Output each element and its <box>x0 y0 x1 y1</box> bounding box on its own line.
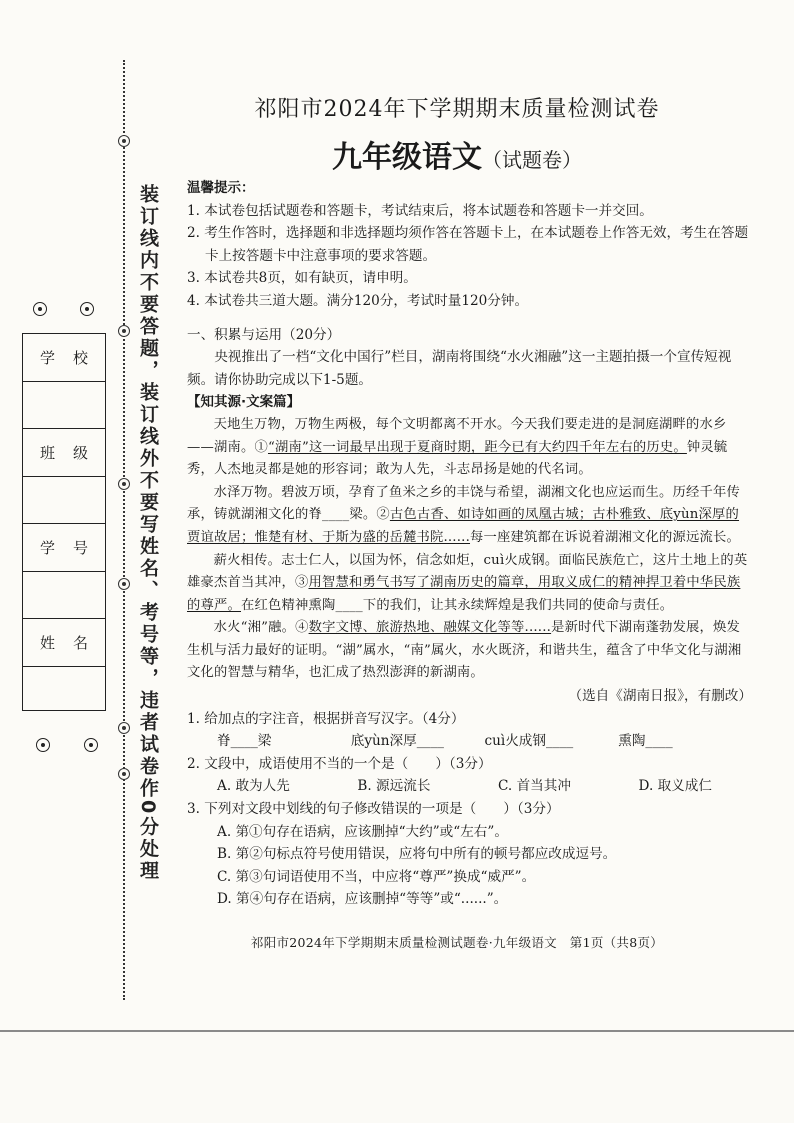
question-2-stem: 2. 文段中，成语使用不当的一个是（ ）（3分） <box>187 755 492 772</box>
label-char: 学 <box>39 349 55 367</box>
passage-text: 是新时代下湖南蓬勃发展，焕发生机与活力最好的证明。“湖”属水，“南”属火，水火既济，和谐共生，蕴含了中华文化与湖湘文化的智慧与精华，也汇成了热烈澎湃的新湖南。 <box>187 620 742 681</box>
option-b[interactable]: B. 源远流长 <box>357 778 431 795</box>
name-label <box>23 619 105 667</box>
subject-title: 九年级语文 <box>332 140 482 175</box>
pinyin-item[interactable]: 熏陶____ <box>618 733 673 750</box>
label-char: 名 <box>72 634 88 652</box>
exam-title: 祁阳市2024年下学期期末质量检测试卷 <box>254 97 660 122</box>
passage-title: 【知其源·文案篇】 <box>187 394 301 411</box>
label-char: 级 <box>72 444 88 462</box>
option-a[interactable]: A. 第①句存在语病，应该删掉“大约”或“左右”。 <box>217 823 508 840</box>
passage-text: 薪火相传。志士仁人，以国为怀，信念如炬，cuì火成钢。面临民族危亡，这片土地上的英雄豪杰首当其冲，③ <box>187 552 748 591</box>
passage-paragraph-4 <box>187 617 752 685</box>
binding-dot <box>118 722 130 734</box>
question-2-options <box>187 775 752 798</box>
option-b[interactable]: B. 第②句标点符号使用错误，应将句中所有的顿号都应改成逗号。 <box>217 846 617 863</box>
page-footer: 祁阳市2024年下学期期末质量检测试题卷·九年级语文 第1页（共8页） <box>250 935 664 950</box>
question-1-items <box>187 730 752 753</box>
passage-text: 钟灵毓秀，人杰地灵都是她的形容词；敢为人先，斗志昂扬是她的代名词。 <box>187 439 728 478</box>
passage-paragraph-2 <box>187 482 752 550</box>
section-heading: 一、积累与运用（20分） <box>187 326 341 343</box>
passage-text: 天地生万物，万物生两极，每个文明都离不开水。今天我们要走进的是洞庭湖畔的水乡——湖南。① <box>187 416 727 455</box>
option-d[interactable]: D. 取义成仁 <box>638 778 712 795</box>
binding-warning-text: 装订线内不要答题，装订线外不要写姓名、考号等，违者试卷作0分处理 <box>135 180 162 886</box>
subtitle-note: （试题卷） <box>482 148 582 172</box>
student-id-label <box>23 524 105 572</box>
binding-dot <box>118 768 130 780</box>
student-id-field[interactable] <box>23 572 105 619</box>
page-edge <box>0 1030 794 1032</box>
section-intro: 央视推出了一档“文化中国行”栏目，湖南将围绕“水火湘融”这一主题拍摄一个宣传短视频。请你协助完成以下1-5题。 <box>187 349 732 388</box>
underlined-sentence-4: 数字文博、旅游热地、融媒文化等等...... <box>308 620 552 636</box>
binding-dot <box>118 325 130 337</box>
passage-paragraph-3 <box>187 550 752 618</box>
question-3-stem: 3. 下列对文段中划线的句子修改错误的一项是（ ）（3分） <box>187 801 560 818</box>
name-field[interactable] <box>23 667 105 713</box>
school-label <box>23 334 105 382</box>
pinyin-item[interactable]: 脊____梁 <box>217 733 272 750</box>
binding-dot <box>118 478 130 490</box>
notice-heading: 温馨提示： <box>187 180 255 196</box>
label-char: 班 <box>39 444 55 462</box>
underlined-sentence-1: “湖南”这一词最早出现于夏商时期，距今已有大约四千年左右的历史。 <box>267 439 687 455</box>
notice-item: 2. 考生作答时，选择题和非选择题均须作答在答题卡上，在本试题卷上作答无效，考生在答题卡上按答题卡中注意事项的要求答题。 <box>187 225 749 264</box>
exam-content <box>187 177 752 911</box>
punch-hole-icon <box>80 302 94 316</box>
student-info-table <box>22 333 106 711</box>
pinyin-item[interactable]: cuì火成钢____ <box>484 733 574 750</box>
notice-item: 1. 本试卷包括试题卷和答题卡，考试结束后，将本试题卷和答题卡一并交回。 <box>187 202 653 219</box>
label-char: 号 <box>72 539 88 557</box>
passage-text: 在红色精神熏陶____下的我们，让其永续辉煌是我们共同的使命与责任。 <box>241 597 674 613</box>
option-a[interactable]: A. 敢为人先 <box>217 778 290 795</box>
punch-hole-icon <box>36 738 50 752</box>
school-field[interactable] <box>23 382 105 429</box>
binding-dot <box>118 578 130 590</box>
option-c[interactable]: C. 首当其冲 <box>498 778 571 795</box>
punch-hole-icon <box>33 302 47 316</box>
exam-subtitle <box>60 132 794 176</box>
pinyin-item[interactable]: 底yùn深厚____ <box>350 733 444 750</box>
label-char: 学 <box>39 539 55 557</box>
class-label <box>23 429 105 477</box>
underlined-sentence-3: 用智慧和勇气书写了湖南历史的篇章，用取义成仁的精神捍卫着中华民族的尊严。 <box>187 575 741 613</box>
underlined-sentence-2: 古色古香、如诗如画的凤凰古城；古朴雅致、底yùn深厚的贾谊故居；惟楚有材、于斯为盛的岳麓书院...... <box>187 507 740 545</box>
passage-text: 水火“湘”融。④ <box>213 620 309 636</box>
class-field[interactable] <box>23 477 105 524</box>
notice-item: 3. 本试卷共8页，如有缺页，请申明。 <box>187 270 417 287</box>
passage-source: （选自《湖南日报》，有删改） <box>568 688 752 705</box>
punch-hole-icon <box>84 738 98 752</box>
label-char: 校 <box>72 349 88 367</box>
passage-text: 水泽万物。碧波万顷，孕育了鱼米之乡的丰饶与希望，湖湘文化也应运而生。历经千年传承，铸就湖湘文化的脊____梁。② <box>187 484 740 523</box>
notice-item: 4. 本试卷共三道大题。满分120分，考试时量120分钟。 <box>187 292 529 309</box>
passage-text: 每一座建筑都在诉说着湖湘文化的源远流长。 <box>470 529 740 545</box>
passage-paragraph-1 <box>187 414 752 482</box>
spacer <box>187 313 752 324</box>
question-1-stem: 1. 给加点的字注音，根据拼音写汉字。（4分） <box>187 710 465 727</box>
option-d[interactable]: D. 第④句存在语病，应该删掉“等等”或“......”。 <box>217 891 508 908</box>
binding-dotted-line <box>123 60 125 1000</box>
label-char: 姓 <box>39 634 55 652</box>
option-c[interactable]: C. 第③句词语使用不当，中应将“尊严”换成“威严”。 <box>217 868 536 885</box>
